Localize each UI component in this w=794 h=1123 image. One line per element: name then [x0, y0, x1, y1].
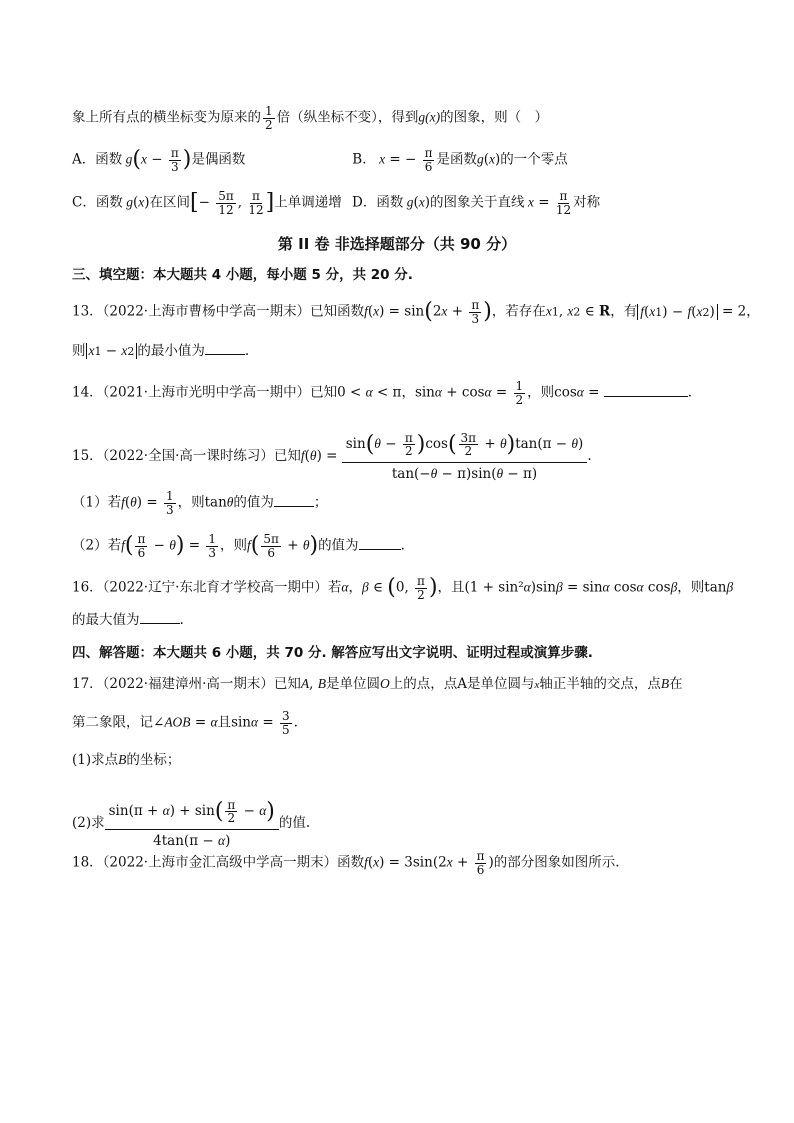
- question-15: 15．（2022·全国·高一课时练习）已知f(θ) = sin(θ − $\frac{\pi}{2}$ )cos( $\frac{3\pi}{2}$ + θ)tan(π − θ) tan(−θ − π)sin(θ − π) .: [72, 427, 734, 486]
- section-heading-fill: 三、填空题：本大题共 4 小题，每小题 5 分，共 20 分.: [72, 267, 413, 283]
- answer-blank[interactable]: [604, 382, 688, 397]
- question-16-line2: 的最大值为 .: [72, 609, 734, 630]
- answer-blank[interactable]: [274, 492, 314, 507]
- question-17-part1: (1)求点B的坐标；: [72, 752, 181, 768]
- question-17-part2: (2)求 sin(π + α) + sin( $\frac{\pi}{2}$ − α) 4tan(π − α) 的值.: [72, 794, 734, 853]
- question-18: 18．（2022·上海市金汇高级中学高一期末）函数f(x) = 3sin(2x + $\frac{\pi}{6}$ )的部分图象如图所示.: [72, 849, 620, 877]
- question-17: 17．（2022·福建漳州·高一期末）已知A, B是单位圆O上的点，点A是单位圆与x轴正半轴的交点，点B在: [72, 676, 683, 692]
- question-14: 14．（2021·上海市光明中学高一期中）已知0 < α < π，sinα + cosα = $\frac{1}{2}$ ，则cosα = .: [72, 379, 693, 407]
- options-cd: [72, 190, 734, 216]
- option-d: D．函数 g(x)的图象关于直线 x = $\frac{\pi}{12}$ 对称: [352, 189, 601, 217]
- fraction: $\frac{1}{2}$: [265, 104, 273, 132]
- question-15-part1: （1）若f(θ) = $\frac{1}{3}$ ，则tanθ的值为 ；: [72, 489, 328, 517]
- q12-tail-line: 象上所有点的横坐标变为原来的 $\frac{1}{2}$ 倍（纵坐标不变），得到g(x)的图象，则（ ）: [72, 104, 549, 132]
- answer-blank[interactable]: [140, 609, 180, 624]
- q12-text: 象上所有点的横坐标变为原来的: [72, 109, 261, 126]
- answer-blank[interactable]: [359, 535, 401, 550]
- question-17-line2: 第二象限，记∠AOB = α且sinα = $\frac{3}{5}$ .: [72, 709, 298, 737]
- question-15-part2: （2）若f( $\frac{\pi}{6}$ − θ) = $\frac{1}{3}$ ，则f( $\frac{5\pi}{6}$ + θ)的值为 .: [72, 532, 405, 560]
- question-16: 16．（2022·辽宁·东北育才学校高一期中）若α，β ∈ (0, $\frac{\pi}{2}$ )，且(1 + sin²α)sinβ = sinα cosα cosβ，则tanβ: [72, 574, 734, 602]
- part-title: 第 II 卷 非选择题部分（共 90 分）: [277, 235, 517, 253]
- options-ab: [72, 147, 734, 173]
- big-fraction: sin(π + α) + sin( $\frac{\pi}{2}$ − α) 4tan(π − α): [105, 794, 279, 853]
- option-a: A．函数 g(x − $\frac{\pi}{3}$ )是偶函数: [72, 146, 246, 174]
- section-heading-answer: 四、解答题：本大题共 6 小题，共 70 分. 解答应写出文字说明、证明过程或演算步骤.: [72, 645, 593, 661]
- big-fraction: sin(θ − $\frac{\pi}{2}$ )cos( $\frac{3\pi}{2}$ + θ)tan(π − θ) tan(−θ − π)sin(θ − π): [342, 427, 588, 486]
- option-c: C．函数 g(x)在区间[− $\frac{5\pi}{12}$ , $\frac{\pi}{12}$ ]上单调递增: [72, 189, 342, 217]
- answer-blank[interactable]: [205, 340, 245, 355]
- option-b: B． x = − $\frac{\pi}{6}$ 是函数g(x)的一个零点: [352, 146, 568, 174]
- question-13: 13．（2022·上海市曹杨中学高一期末）已知函数f(x) = sin(2x + $\frac{\pi}{3}$ )，若存在x1, x2 ∈ R，有 f(x1) − f(x2) = 2，: [72, 298, 760, 326]
- question-13-line2: 则 x1 − x2 的最小值为 .: [72, 340, 734, 362]
